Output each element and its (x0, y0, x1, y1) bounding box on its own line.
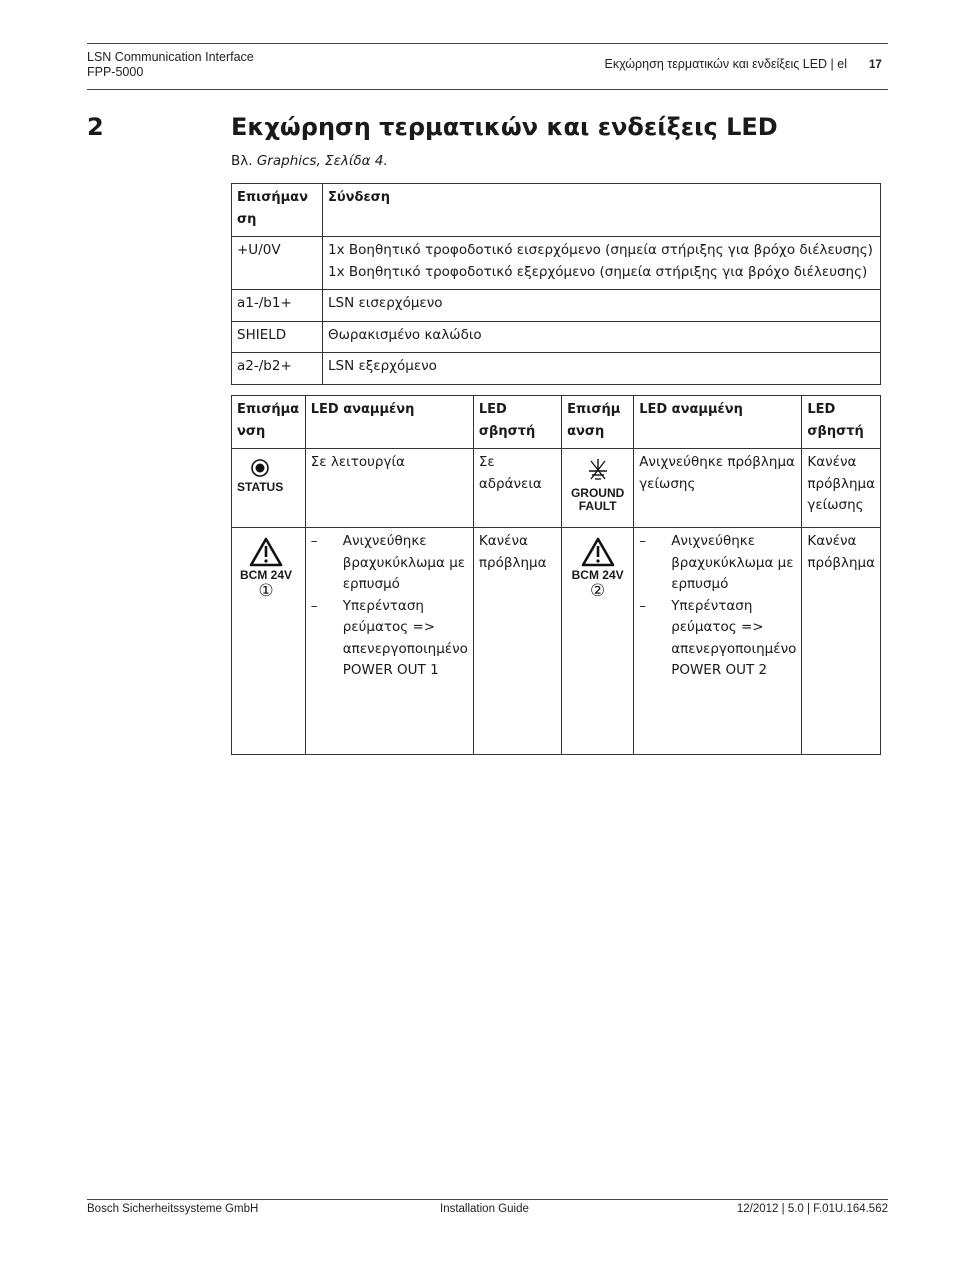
led-on-text: Σε λειτουργία (305, 449, 473, 528)
column-header-led-off: LED σβηστή (473, 396, 561, 449)
led-table-header (232, 396, 881, 449)
table-row (232, 321, 881, 353)
table-row (232, 290, 881, 322)
column-header-led-on: LED αναμμένη (634, 396, 802, 449)
status-indicator (237, 452, 300, 494)
terminal-label: a1-/b1+ (232, 290, 323, 322)
list-item: – Ανιχνεύθηκε βραχυκύκλωμα με ερπυσμό (311, 531, 468, 596)
table-row (232, 449, 881, 528)
column-header-connection: Σύνδεση (323, 184, 881, 237)
list-item: – Υπερένταση ρεύματος => απενεργοποιημένο POWER OUT 2 (639, 596, 796, 682)
ground-fault-indicator-cell (562, 449, 634, 528)
ground-fault-icon (586, 458, 610, 484)
led-off-text: Κανένα πρόβλημα γείωσης (802, 449, 881, 528)
status-label: STATUS (237, 480, 284, 494)
header-product-name: LSN Communication Interface (87, 50, 254, 64)
output-number: ② (590, 581, 606, 601)
bcm-label: BCM 24V (239, 568, 292, 582)
status-indicator-cell (232, 449, 306, 528)
led-off-text: Σε αδράνεια (473, 449, 561, 528)
terminal-connection (323, 237, 881, 290)
terminal-connection: LSN εισερχόμενο (323, 290, 881, 322)
header-bottom-rule (87, 89, 888, 90)
header-product-code: FPP-5000 (87, 65, 144, 79)
connection-line: 1x Βοηθητικό τροφοδοτικό εξερχόμενο (σημεία στήριξης για βρόχο διέλευσης) (328, 263, 868, 280)
terminal-table (231, 183, 881, 385)
led-on-text: Ανιχνεύθηκε πρόβλημα γείωσης (634, 449, 802, 528)
column-header-led-on: LED αναμμένη (305, 396, 473, 449)
output-number: ① (258, 581, 274, 601)
led-on-items (311, 531, 468, 682)
header-product (87, 50, 254, 80)
terminal-label: a2-/b2+ (232, 353, 323, 385)
ground-fault-label-1: GROUND (570, 486, 625, 500)
terminal-label: SHIELD (232, 321, 323, 353)
led-table (231, 395, 881, 755)
table-row (232, 237, 881, 290)
header-top-rule (87, 43, 888, 44)
led-on-list (305, 528, 473, 755)
led-off-text: Κανένα πρόβλημα (802, 528, 881, 755)
cross-reference-link[interactable]: Graphics, Σελίδα 4. (256, 153, 388, 169)
table-row (232, 528, 881, 755)
column-header-led-off: LED σβηστή (802, 396, 881, 449)
header-chapter: Εκχώρηση τερματικών και ενδείξεις LED | el (604, 57, 847, 71)
terminal-label: +U/0V (232, 237, 323, 290)
column-header-label: Επισήμανση (232, 184, 323, 237)
list-item: – Υπερένταση ρεύματος => απενεργοποιημένο POWER OUT 1 (311, 596, 468, 682)
bcm-indicator-cell (562, 528, 634, 755)
footer-company: Bosch Sicherheitssysteme GmbH (87, 1203, 259, 1215)
terminal-connection: Θωρακισμένο καλώδιο (323, 321, 881, 353)
table-row (232, 353, 881, 385)
section-number: 2 (87, 113, 104, 141)
list-item: – Ανιχνεύθηκε βραχυκύκλωμα με ερπυσμό (639, 531, 796, 596)
bcm-indicator-2 (567, 531, 628, 600)
warning-triangle-icon (581, 537, 615, 567)
footer-doc-info: 12/2012 | 5.0 | F.01U.164.562 (736, 1203, 888, 1215)
status-led-icon (250, 458, 270, 478)
column-header-label: Επισήμανση (232, 396, 306, 449)
bcm-indicator-cell (232, 528, 306, 755)
ground-fault-label-2: FAULT (578, 499, 617, 513)
header-page-number: 17 (869, 59, 882, 71)
warning-triangle-icon (249, 537, 283, 567)
terminal-connection: LSN εξερχόμενο (323, 353, 881, 385)
ground-fault-indicator (567, 452, 628, 513)
footer-rule (87, 1199, 888, 1200)
led-off-text: Κανένα πρόβλημα (473, 528, 561, 755)
cross-reference (231, 153, 388, 169)
footer-doc-type: Installation Guide (440, 1203, 529, 1215)
led-on-list (634, 528, 802, 755)
led-on-items (639, 531, 796, 682)
bcm-indicator-1 (237, 531, 295, 600)
terminal-table-header (232, 184, 881, 237)
connection-line: 1x Βοηθητικό τροφοδοτικό εισερχόμενο (σημεία στήριξης για βρόχο διέλευσης) (328, 242, 873, 258)
cross-reference-prefix: Βλ. (231, 153, 253, 169)
column-header-label: Επισήμανση (562, 396, 634, 449)
section-title: Εκχώρηση τερματικών και ενδείξεις LED (231, 113, 778, 141)
bcm-label: BCM 24V (571, 568, 624, 582)
